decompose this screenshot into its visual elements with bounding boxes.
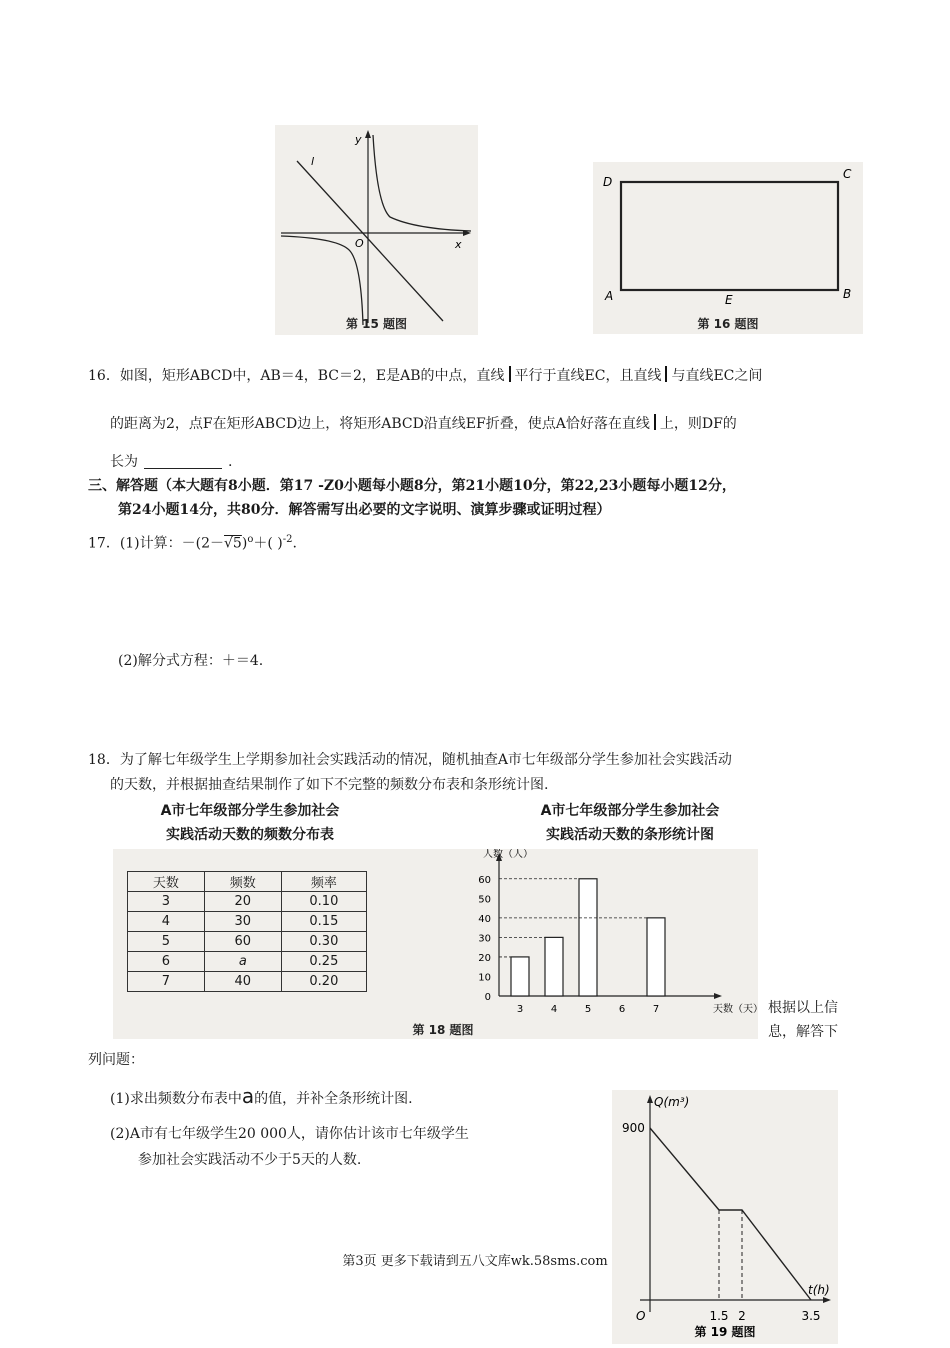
y-tick-label: 30: [478, 933, 491, 945]
x-label: x: [455, 238, 462, 251]
rectangle-abcd: [593, 162, 863, 334]
x-axis-label: t(h): [808, 1283, 830, 1297]
header-frequency: 频数: [204, 872, 281, 892]
figure-16: [593, 162, 863, 334]
vertex-c: C: [843, 167, 852, 181]
vertex-e: E: [725, 293, 733, 307]
q16-line-2: 的距离为2，点F在矩形ABCD边上，将矩形ABCD沿直线EF折叠，使点A恰好落在直线 上，则DF的: [110, 416, 737, 432]
y-axis-label: 人数（人）: [483, 849, 533, 860]
origin-label: O: [355, 237, 364, 250]
figure-19-caption: 第 19 题图: [694, 1325, 756, 1339]
bar: [545, 937, 563, 996]
line-l: [297, 161, 443, 321]
header-days: 天数: [128, 872, 205, 892]
table-row: 6 a 0.25: [128, 952, 367, 972]
y-axis-arrow: [647, 1095, 653, 1103]
vertex-b: B: [843, 287, 852, 301]
y-tick-label: 20: [478, 952, 491, 964]
section-3-line-2: 第24小题14分，共80分．解答需写出必要的文字说明、演算步骤或证明过程）: [118, 502, 611, 518]
vertex-a: A: [605, 289, 614, 303]
q17-part-2: (2)解分式方程：＋＝4.: [118, 653, 264, 669]
q18-sub-2-line-2: 参加社会实践活动不少于5天的人数.: [138, 1152, 362, 1168]
x-tick-label: 5: [584, 1004, 592, 1015]
x-tick-label: 7: [652, 1004, 660, 1015]
table-header-row: [128, 872, 367, 892]
q17-part-1: 17．(1)计算：$-(2-√5)^o+$( )$^{-2}$.: [88, 534, 297, 552]
bar: [579, 879, 597, 996]
table-title-2: 实践活动天数的频数分布表: [166, 827, 334, 843]
hyperbola-graph: [275, 125, 478, 335]
q18-sub-1: (1)求出频数分布表中a的值，并补全条形统计图.: [110, 1084, 413, 1108]
x-axis-label: 天数（天）: [713, 1004, 763, 1015]
origin-label: O: [636, 1309, 646, 1323]
table-row: 5 60 0.30: [128, 932, 367, 952]
y-tick-label: 900: [622, 1121, 645, 1135]
table-row: 4 30 0.15: [128, 912, 367, 932]
y-tick-label: 40: [478, 913, 491, 925]
q18-side-text-2: 息，解答下: [768, 1024, 838, 1040]
table-row: 3 20 0.10: [128, 892, 367, 912]
q16-line-1: 16．如图，矩形ABCD中，AB＝4，BC＝2，E是AB的中点，直线 平行于直线EC，且直线 与直线EC之间: [88, 368, 763, 384]
q18-line-1: 18．为了解七年级学生上学期参加社会实践活动的情况，随机抽查A市七年级部分学生参加社会实践活动: [88, 752, 732, 768]
q16-line-3: 长为 .: [110, 454, 233, 470]
figure-15-caption: 第 15 题图: [345, 317, 408, 331]
table-title-1: A市七年级部分学生参加社会: [160, 803, 340, 819]
x-axis-arrow: [823, 1297, 831, 1303]
bar-chart: [443, 849, 763, 1019]
line-l-symbol: [665, 366, 667, 382]
q18-line-2: 的天数，并根据抽查结果制作了如下不完整的频数分布表和条形统计图.: [110, 777, 549, 793]
x-tick-label: 3.5: [801, 1309, 821, 1323]
y-tick-label: 60: [478, 874, 491, 886]
hyperbola-branch-2: [281, 236, 363, 325]
figure-18: [113, 849, 763, 1039]
line-l-symbol: [654, 414, 656, 430]
frequency-table: [127, 871, 367, 992]
line-chart: [612, 1090, 838, 1344]
figure-18-caption: 第 18 题图: [412, 1023, 474, 1037]
line-l-label: l: [311, 155, 315, 168]
bar: [511, 957, 529, 996]
figure-15: [275, 125, 478, 335]
x-tick-label: 2: [738, 1309, 746, 1323]
line-l-symbol: [509, 366, 511, 382]
vertex-d: D: [603, 175, 613, 189]
answer-blank[interactable]: [144, 454, 222, 469]
figure-19: [612, 1090, 838, 1344]
x-tick-label: 3: [516, 1004, 524, 1015]
hyperbola-branch-1: [373, 135, 471, 231]
y-axis-arrow: [365, 130, 371, 138]
x-tick-label: 4: [550, 1004, 558, 1015]
x-tick-label: 6: [618, 1004, 626, 1015]
table-row: 7 40 0.20: [128, 972, 367, 992]
chart-title-2: 实践活动天数的条形统计图: [546, 827, 714, 843]
header-rate: 频率: [281, 872, 366, 892]
chart-title-1: A市七年级部分学生参加社会: [540, 803, 720, 819]
footer: 第3页 更多下载请到五八文库wk.58sms.com: [342, 1254, 608, 1269]
q18-sub-2-line-1: (2)A市有七年级学生20 000人，请你估计该市七年级学生: [110, 1126, 469, 1142]
y-axis-label: Q(m³): [654, 1095, 690, 1109]
water-level-line: [650, 1128, 811, 1300]
y-tick-label: 50: [478, 894, 491, 906]
figure-16-caption: 第 16 题图: [697, 317, 759, 331]
section-3-line-1: 三、解答题（本大题有8小题．第17 -Z0小题每小题8分，第21小题10分，第22,23小题每小题12分，: [88, 478, 736, 494]
bar: [647, 918, 665, 996]
rectangle: [621, 182, 838, 290]
y-tick-label: 10: [478, 972, 491, 984]
x-tick-label: 1.5: [709, 1309, 729, 1323]
x-axis-arrow: [714, 993, 722, 999]
q18-side-text-1: 根据以上信: [768, 1000, 838, 1016]
q18-after: 列问题：: [88, 1052, 144, 1068]
y-tick-label: 0: [484, 992, 491, 1003]
y-label: y: [355, 133, 362, 146]
